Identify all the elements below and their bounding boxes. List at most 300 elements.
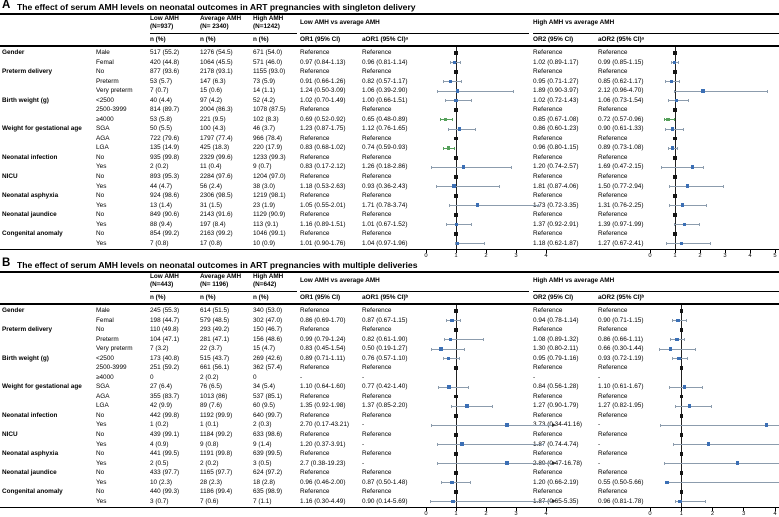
aor2-value: 0.99 (0.85-1.15) bbox=[598, 58, 644, 66]
forest-ci-cap bbox=[723, 185, 724, 188]
aor1-value: Reference bbox=[362, 153, 392, 161]
axis-tick-label: 0 bbox=[648, 510, 652, 517]
aor2-value: 0.90 (0.61-1.33) bbox=[598, 125, 644, 133]
count-high: 38 (3.0) bbox=[253, 182, 276, 190]
table-top-rule bbox=[0, 271, 779, 272]
forest-ci-cap bbox=[675, 500, 676, 503]
aor1-value: - bbox=[362, 421, 365, 429]
forest-marker bbox=[450, 319, 453, 322]
or1-value: 1.05 (0.55-2.01) bbox=[300, 201, 346, 209]
panel-title-text: The effect of serum AMH levels on neonatal outcomes in ART pregnancies with multiple deliveries bbox=[17, 259, 418, 270]
forest-ci-cap bbox=[660, 424, 661, 427]
axis-tick-label: 2 bbox=[710, 510, 715, 517]
forest-ref-marker bbox=[673, 175, 676, 179]
forest-ref-marker bbox=[680, 328, 683, 332]
forest-ci-cap bbox=[668, 147, 669, 150]
or1-value: 0.97 (0.84-1.13) bbox=[300, 58, 346, 66]
forest-ci-line bbox=[673, 444, 779, 445]
forest-marker bbox=[688, 404, 691, 407]
count-avg: 281 (47.1) bbox=[200, 335, 230, 343]
forest-ref-marker bbox=[673, 51, 676, 55]
or2-value: 2.80 (0.47-16.78) bbox=[533, 459, 583, 467]
aor2-value: 0.93 (0.72-1.19) bbox=[598, 354, 644, 362]
col-header-avg: Average AMH bbox=[200, 272, 242, 280]
forest-ci-cap bbox=[670, 338, 671, 341]
count-low: 7 (0.8) bbox=[150, 239, 169, 247]
count-high: 34 (5.4) bbox=[253, 383, 276, 391]
forest-ci-line bbox=[669, 186, 723, 187]
forest-ci-line bbox=[674, 224, 700, 225]
forest-marker bbox=[666, 118, 669, 121]
forest-ci-cap bbox=[483, 338, 484, 341]
count-high: 2 (0.3) bbox=[253, 421, 272, 429]
or2-value: 1.27 (0.90-1.79) bbox=[533, 402, 579, 410]
or1-value: 1.20 (0.37-3.91) bbox=[300, 440, 346, 448]
or2-value: Reference bbox=[533, 153, 563, 161]
forest-table-singleton bbox=[0, 0, 779, 258]
aor2-value: Reference bbox=[598, 230, 628, 238]
category-label: AGA bbox=[96, 392, 110, 400]
count-avg: 2306 (98.5) bbox=[200, 192, 233, 200]
forest-ci-cap bbox=[699, 223, 700, 226]
count-high: 15 (4.7) bbox=[253, 345, 276, 353]
forest-ref-marker bbox=[673, 137, 676, 141]
count-high: 1204 (97.0) bbox=[253, 172, 286, 180]
group-header-rule bbox=[533, 291, 779, 292]
aor2-value: 0.66 (0.30-1.44) bbox=[598, 345, 644, 353]
or2-value: 1.73 (0.72-3.35) bbox=[533, 201, 579, 209]
forest-marker bbox=[460, 442, 463, 445]
outcome-label: Birth weight (g) bbox=[2, 96, 49, 104]
forest-ref-marker bbox=[454, 108, 457, 112]
forest-ref-marker bbox=[454, 328, 457, 332]
forest-ci-cap bbox=[452, 118, 453, 121]
count-avg: 2163 (99.2) bbox=[200, 230, 233, 238]
count-high: 633 (98.6) bbox=[253, 430, 283, 438]
forest-marker bbox=[455, 223, 458, 226]
npct-header: n (%) bbox=[200, 35, 216, 43]
forest-ref-marker bbox=[454, 471, 457, 475]
aor2-value: 0.90 (0.71-1.15) bbox=[598, 316, 644, 324]
forest-ci-line bbox=[449, 129, 476, 130]
forest-ci-line bbox=[668, 100, 688, 101]
count-low: 420 (44.8) bbox=[150, 58, 180, 66]
or2-value: - bbox=[533, 373, 536, 381]
count-avg: 1797 (77.4) bbox=[200, 134, 233, 142]
count-high: 0 bbox=[253, 373, 257, 381]
count-low: 355 (83.7) bbox=[150, 392, 180, 400]
forest-ci-cap bbox=[431, 166, 432, 169]
forest-ci-cap bbox=[445, 99, 446, 102]
forest-ci-cap bbox=[687, 357, 688, 360]
aor2-value: - bbox=[598, 373, 601, 381]
category-label: <2500 bbox=[96, 354, 114, 362]
forest-marker bbox=[447, 385, 450, 388]
forest-ci-cap bbox=[460, 319, 461, 322]
axis-tick-label: 4 bbox=[773, 510, 777, 517]
count-avg: 147 (6.3) bbox=[200, 77, 226, 85]
count-avg: 28 (2.3) bbox=[200, 478, 223, 486]
col-header-high-n: (N=1242) bbox=[253, 22, 280, 30]
count-avg: 1165 (97.7) bbox=[200, 469, 233, 477]
forest-ref-marker bbox=[680, 433, 683, 437]
count-avg: 1013 (86) bbox=[200, 392, 228, 400]
forest-marker bbox=[677, 357, 680, 360]
axis-tick-label: 0 bbox=[648, 252, 652, 259]
aor1-value: Reference bbox=[362, 307, 392, 315]
table-bottom-rule bbox=[0, 507, 779, 508]
forest-ref-marker bbox=[673, 213, 676, 217]
count-high: 1233 (99.3) bbox=[253, 153, 286, 161]
forest-ref-marker bbox=[454, 309, 457, 313]
forest-ci-line bbox=[437, 463, 552, 464]
forest-ref-marker bbox=[454, 213, 457, 217]
aor1-header: aOR1 (95% CI)ᵃ bbox=[362, 35, 409, 43]
forest-ci-cap bbox=[705, 500, 706, 503]
forest-ci-cap bbox=[484, 242, 485, 245]
forest-ci-line bbox=[437, 186, 499, 187]
forest-ci-cap bbox=[679, 80, 680, 83]
forest-ci-line bbox=[437, 444, 543, 445]
forest-ci-cap bbox=[451, 405, 452, 408]
aor1-value: 1.12 (0.76-1.65) bbox=[362, 125, 408, 133]
aor1-value: 0.50 (0.19-1.27) bbox=[362, 345, 408, 353]
forest-marker bbox=[456, 89, 459, 92]
aor2-value: Reference bbox=[598, 469, 628, 477]
forest-marker bbox=[680, 242, 683, 245]
count-low: 251 (59.2) bbox=[150, 364, 180, 372]
count-high: 635 (98.9) bbox=[253, 488, 283, 496]
or2-value: Reference bbox=[533, 364, 563, 372]
category-label: No bbox=[96, 326, 105, 334]
forest-ci-cap bbox=[448, 128, 449, 131]
count-avg: 1192 (99.9) bbox=[200, 411, 233, 419]
aor1-value: 1.04 (0.97-1.96) bbox=[362, 239, 408, 247]
count-low: 40 (4.4) bbox=[150, 96, 173, 104]
forest-ci-cap bbox=[672, 357, 673, 360]
count-low: 245 (55.3) bbox=[150, 307, 180, 315]
count-low: 877 (93.6) bbox=[150, 68, 180, 76]
category-label: ≥4000 bbox=[96, 115, 114, 123]
forest-ci-line bbox=[661, 425, 779, 426]
outcome-label: Weight for gestational age bbox=[2, 383, 82, 391]
aor2-value: Reference bbox=[598, 430, 628, 438]
or1-value: 2.7 (0.38-19.23) bbox=[300, 459, 346, 467]
count-avg: 56 (2.4) bbox=[200, 182, 223, 190]
count-low: 104 (47.1) bbox=[150, 335, 180, 343]
or1-value: 1.35 (0.92-1.98) bbox=[300, 402, 346, 410]
outcome-label: Gender bbox=[2, 49, 25, 57]
or2-value: Reference bbox=[533, 172, 563, 180]
forest-ci-line bbox=[446, 224, 472, 225]
forest-ci-cap bbox=[695, 348, 696, 351]
panel-multiple bbox=[0, 258, 779, 516]
forest-ref-marker bbox=[454, 490, 457, 494]
aor2-value: 1.27 (0.82-1.95) bbox=[598, 402, 644, 410]
forest-ref-marker bbox=[673, 108, 676, 112]
count-low: 1 (0.2) bbox=[150, 421, 169, 429]
category-label: Yes bbox=[96, 163, 107, 171]
category-label: Yes bbox=[96, 497, 107, 505]
aor2-value: Reference bbox=[598, 153, 628, 161]
or2-value: 1.20 (0.66-2.19) bbox=[533, 478, 579, 486]
forest-ci-line bbox=[452, 406, 493, 407]
category-label: Yes bbox=[96, 421, 107, 429]
count-avg: 1276 (54.5) bbox=[200, 49, 233, 57]
or1-value: 1.10 (0.64-1.60) bbox=[300, 383, 346, 391]
aor2-value: Reference bbox=[598, 134, 628, 142]
forest-marker bbox=[676, 319, 679, 322]
forest-marker bbox=[462, 165, 465, 168]
count-avg: 2178 (93.1) bbox=[200, 68, 233, 76]
aor2-value: Reference bbox=[598, 211, 628, 219]
axis-tick-label: 2 bbox=[698, 252, 702, 259]
aor2-value: 0.89 (0.73-1.08) bbox=[598, 144, 644, 152]
axis-tick-label: 5 bbox=[773, 252, 777, 259]
count-low: 814 (89.7) bbox=[150, 106, 180, 114]
aor1-value: 0.76 (0.57-1.10) bbox=[362, 354, 408, 362]
count-avg: 2284 (97.6) bbox=[200, 172, 233, 180]
category-label: LGA bbox=[96, 402, 109, 410]
or2-value: 1.89 (0.90-3.97) bbox=[533, 87, 579, 95]
or2-value: 1.30 (0.80-2.11) bbox=[533, 345, 578, 353]
forest-marker bbox=[447, 146, 450, 149]
or1-header: OR1 (95% CI) bbox=[300, 293, 341, 301]
outcome-label: Birth weight (g) bbox=[2, 354, 49, 362]
aor1-value: 0.93 (0.36-2.43) bbox=[362, 182, 408, 190]
forest-ci-cap bbox=[665, 80, 666, 83]
forest-ci-cap bbox=[475, 128, 476, 131]
forest-ci-cap bbox=[459, 357, 460, 360]
forest-ci-cap bbox=[470, 481, 471, 484]
count-avg: 7 (0.6) bbox=[200, 497, 219, 505]
forest-marker bbox=[707, 442, 710, 445]
or2-value: Reference bbox=[533, 469, 563, 477]
category-label: 2500-3999 bbox=[96, 106, 127, 114]
count-low: 13 (1.4) bbox=[150, 201, 173, 209]
count-avg: 9 (0.8) bbox=[200, 440, 219, 448]
forest-marker bbox=[683, 223, 686, 226]
aor2-value: 2.12 (0.96-4.70) bbox=[598, 87, 644, 95]
forest-ref-marker bbox=[680, 366, 683, 370]
forest-marker bbox=[673, 61, 676, 64]
category-label: Preterm bbox=[96, 77, 119, 85]
col-header-avg: Average AMH bbox=[200, 14, 242, 22]
npct-header: n (%) bbox=[150, 35, 166, 43]
count-low: 439 (99.1) bbox=[150, 430, 180, 438]
forest-ci-cap bbox=[677, 147, 678, 150]
forest-marker bbox=[465, 404, 468, 407]
forest-ci-cap bbox=[437, 443, 438, 446]
forest-ci-cap bbox=[444, 338, 445, 341]
forest-marker bbox=[736, 461, 739, 464]
or2-value: 0.95 (0.79-1.16) bbox=[533, 354, 579, 362]
category-label: <2500 bbox=[96, 96, 114, 104]
count-low: 110 (49.8) bbox=[150, 326, 179, 334]
category-label: LGA bbox=[96, 144, 109, 152]
count-low: 7 (0.7) bbox=[150, 87, 169, 95]
count-avg: 97 (4.2) bbox=[200, 96, 223, 104]
aor2-value: Reference bbox=[598, 326, 628, 334]
forest-ci-cap bbox=[511, 166, 512, 169]
count-high: 571 (46.0) bbox=[253, 58, 283, 66]
aor1-value: 0.90 (0.14-5.69) bbox=[362, 497, 408, 505]
count-low: 854 (99.2) bbox=[150, 230, 180, 238]
forest-marker bbox=[670, 80, 673, 83]
outcome-label: Neonatal infection bbox=[2, 411, 58, 419]
or1-value: Reference bbox=[300, 172, 330, 180]
forest-ci-line bbox=[659, 349, 695, 350]
forest-ci-line bbox=[455, 243, 485, 244]
outcome-label: Congenital anomaly bbox=[2, 488, 63, 496]
count-low: 935 (99.8) bbox=[150, 153, 180, 161]
aor1-value: - bbox=[362, 440, 365, 448]
category-label: No bbox=[96, 430, 105, 438]
or1-value: 0.96 (0.46-2.00) bbox=[300, 478, 346, 486]
or2-value: Reference bbox=[533, 430, 563, 438]
forest-marker bbox=[678, 500, 681, 503]
axis-tick-label: 0 bbox=[424, 510, 428, 517]
table-top-rule bbox=[0, 13, 779, 14]
count-low: 198 (44.7) bbox=[150, 316, 180, 324]
forest-marker bbox=[451, 500, 454, 503]
forest-marker bbox=[453, 61, 456, 64]
count-avg: 31 (1.5) bbox=[200, 201, 223, 209]
forest-ci-cap bbox=[688, 99, 689, 102]
aor1-value: Reference bbox=[362, 326, 392, 334]
forest-ci-cap bbox=[460, 61, 461, 64]
count-high: 150 (46.7) bbox=[253, 326, 283, 334]
forest-ci-cap bbox=[673, 443, 674, 446]
count-high: 18 (2.8) bbox=[253, 478, 276, 486]
forest-ci-cap bbox=[665, 128, 666, 131]
or1-value: 0.89 (0.71-1.11) bbox=[300, 354, 345, 362]
forest-ref-marker bbox=[673, 232, 676, 236]
forest-ref-marker bbox=[454, 194, 457, 198]
aor2-value: 1.39 (0.97-1.99) bbox=[598, 220, 644, 228]
or2-value: 1.18 (0.62-1.87) bbox=[533, 239, 579, 247]
forest-ref-marker bbox=[454, 452, 457, 456]
count-high: 639 (99.5) bbox=[253, 450, 283, 458]
forest-ref-marker bbox=[454, 51, 457, 55]
or2-value: 0.95 (0.71-1.27) bbox=[533, 77, 579, 85]
outcome-label: Neonatal jaundice bbox=[2, 211, 57, 219]
axis-tick-label: 1 bbox=[454, 510, 458, 517]
aor1-value: 0.77 (0.42-1.40) bbox=[362, 383, 408, 391]
count-low: 433 (97.7) bbox=[150, 469, 180, 477]
axis-tick-label: 2 bbox=[484, 510, 488, 517]
aor1-value: 1.01 (0.67-1.52) bbox=[362, 220, 408, 228]
aor2-value: - bbox=[598, 440, 601, 448]
category-label: Very preterm bbox=[96, 345, 133, 353]
count-low: 441 (99.5) bbox=[150, 450, 180, 458]
aor1-value: Reference bbox=[362, 430, 392, 438]
forest-marker bbox=[765, 423, 768, 426]
count-low: 53 (5.8) bbox=[150, 115, 173, 123]
count-avg: 2 (0.2) bbox=[200, 373, 219, 381]
aor1-value: Reference bbox=[362, 450, 392, 458]
category-label: No bbox=[96, 488, 105, 496]
forest-ci-cap bbox=[674, 118, 675, 121]
col-header-low: Low AMH bbox=[150, 272, 179, 280]
forest-ci-cap bbox=[436, 185, 437, 188]
count-high: 269 (42.6) bbox=[253, 354, 283, 362]
outcome-label: NICU bbox=[2, 172, 18, 180]
aor1-value: Reference bbox=[362, 134, 392, 142]
category-label: No bbox=[96, 230, 105, 238]
count-low: 893 (95.3) bbox=[150, 172, 180, 180]
count-low: 4 (0.9) bbox=[150, 440, 169, 448]
comparison-header-low-vs-avg: Low AMH vs average AMH bbox=[300, 276, 380, 284]
col-header-low-n: (N=443) bbox=[150, 280, 174, 288]
count-high: 9 (1.4) bbox=[253, 440, 272, 448]
forest-ci-line bbox=[443, 358, 459, 359]
group-header-rule bbox=[150, 33, 297, 34]
aor1-value: 1.37 (0.85-2.20) bbox=[362, 402, 408, 410]
aor1-value: Reference bbox=[362, 211, 392, 219]
count-low: 44 (4.7) bbox=[150, 182, 173, 190]
forest-ci-cap bbox=[430, 500, 431, 503]
forest-ci-cap bbox=[492, 405, 493, 408]
forest-ci-cap bbox=[454, 147, 455, 150]
category-label: Preterm bbox=[96, 335, 119, 343]
aor2-value: Reference bbox=[598, 450, 628, 458]
axis-tick-label: 1 bbox=[454, 252, 458, 259]
or2-value: 1.87 (0.74-4.74) bbox=[533, 440, 579, 448]
or1-value: Reference bbox=[300, 307, 330, 315]
group-header-rule bbox=[150, 291, 297, 292]
or1-value: Reference bbox=[300, 364, 330, 372]
category-label: Femal bbox=[96, 316, 114, 324]
category-label: Yes bbox=[96, 440, 107, 448]
count-low: 517 (55.2) bbox=[150, 49, 180, 57]
or2-value: Reference bbox=[533, 411, 563, 419]
aor2-value: Reference bbox=[598, 172, 628, 180]
forest-ci-cap bbox=[767, 90, 768, 93]
or1-header: OR1 (95% CI) bbox=[300, 35, 341, 43]
forest-ci-cap bbox=[702, 386, 703, 389]
count-low: 3 (0.7) bbox=[150, 497, 169, 505]
forest-ci-cap bbox=[431, 424, 432, 427]
forest-ci-cap bbox=[431, 348, 432, 351]
aor2-header: aOR2 (95% CI)ᵇ bbox=[598, 293, 645, 301]
count-high: 10 (0.9) bbox=[253, 239, 276, 247]
category-label: No bbox=[96, 211, 105, 219]
forest-ci-cap bbox=[675, 405, 676, 408]
forest-ci-line bbox=[665, 463, 779, 464]
count-low: 7 (3.2) bbox=[150, 345, 169, 353]
aor2-value: Reference bbox=[598, 307, 628, 315]
outcome-label: Congenital anomaly bbox=[2, 230, 63, 238]
count-avg: 1186 (99.4) bbox=[200, 488, 233, 496]
npct-header: n (%) bbox=[150, 293, 166, 301]
aor2-value: 1.69 (0.47-2.15) bbox=[598, 163, 644, 171]
forest-ci-line bbox=[665, 129, 683, 130]
or2-value: Reference bbox=[533, 307, 563, 315]
forest-marker bbox=[669, 347, 672, 350]
forest-ci-cap bbox=[468, 386, 469, 389]
or1-value: Reference bbox=[300, 230, 330, 238]
axis-tick-label: 3 bbox=[514, 510, 518, 517]
or1-value: 0.83 (0.17-2.12) bbox=[300, 163, 346, 171]
count-high: 46 (3.7) bbox=[253, 125, 276, 133]
or2-header: OR2 (95% CI) bbox=[533, 35, 574, 43]
category-label: Male bbox=[96, 49, 110, 57]
forest-marker bbox=[686, 184, 689, 187]
forest-marker bbox=[454, 99, 457, 102]
category-label: Very preterm bbox=[96, 87, 133, 95]
count-high: 60 (9.5) bbox=[253, 402, 276, 410]
